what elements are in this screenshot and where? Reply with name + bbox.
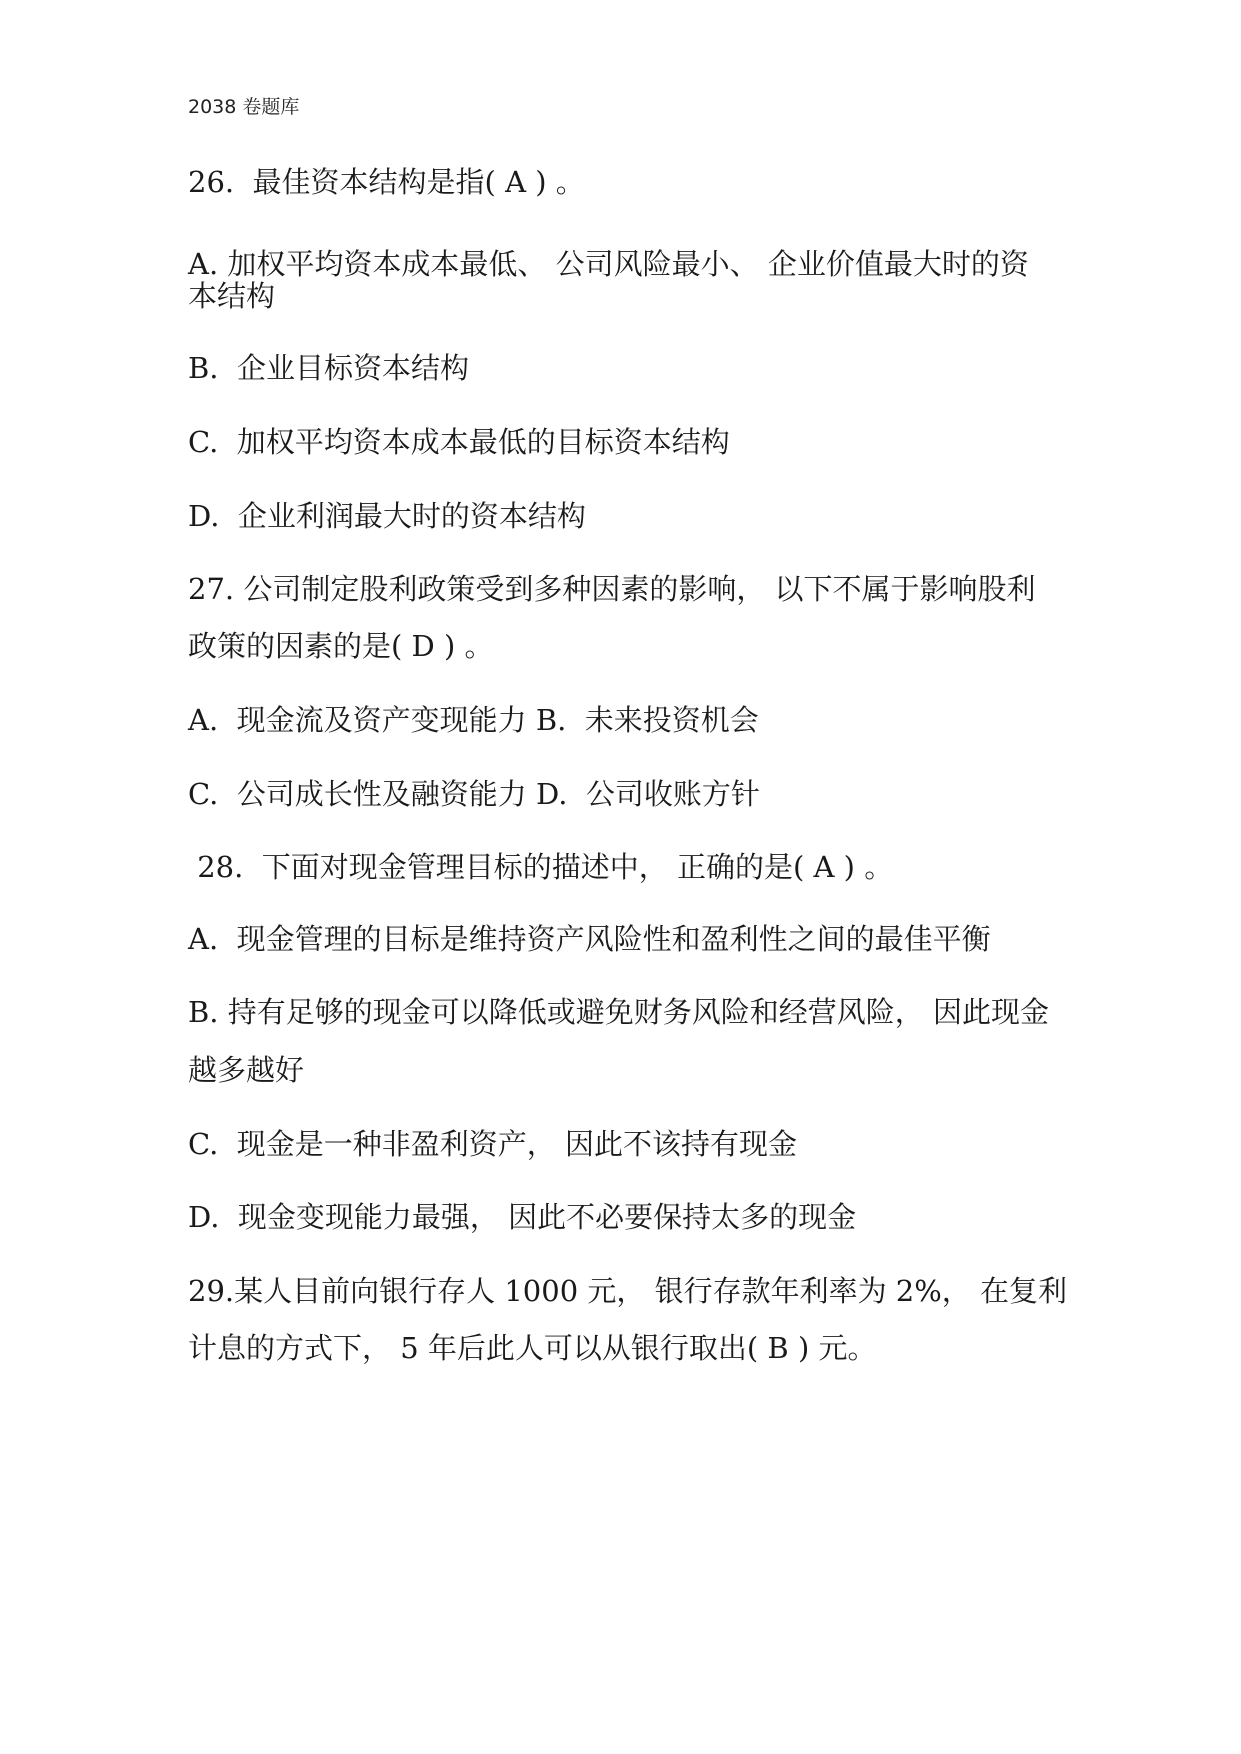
question-26-option-d: D. 企业利润最大时的资本结构 <box>188 499 586 533</box>
question-28-option-c: C. 现金是一种非盈利资产， 因此不该持有现金 <box>188 1127 798 1161</box>
question-26-option-a: A. 加权平均资本成本最低、 公司风险最小、 企业价值最大时的资 <box>188 247 1029 281</box>
question-28-option-d: D. 现金变现能力最强， 因此不必要保持太多的现金 <box>188 1200 857 1234</box>
question-27-stem-cont: 政策的因素的是( D ) 。 <box>188 629 494 663</box>
question-26-option-c: C. 加权平均资本成本最低的目标资本结构 <box>188 425 730 459</box>
question-27-stem: 27. 公司制定股利政策受到多种因素的影响， 以下不属于影响股利 <box>188 572 1036 606</box>
question-29-stem: 29.某人目前向银行存人 1000 元， 银行存款年利率为 2%， 在复利 <box>188 1274 1068 1308</box>
question-27-options-ab: A. 现金流及资产变现能力 B. 未来投资机会 <box>188 703 759 737</box>
question-26-stem: 26. 最佳资本结构是指( A ) 。 <box>188 165 585 199</box>
question-28-option-b: B. 持有足够的现金可以降低或避免财务风险和经营风险， 因此现金 <box>188 995 1049 1029</box>
question-28-stem: 28. 下面对现金管理目标的描述中， 正确的是( A ) 。 <box>188 850 894 884</box>
question-27-options-cd: C. 公司成长性及融资能力 D. 公司收账方针 <box>188 777 760 811</box>
question-29-stem-cont: 计息的方式下， 5 年后此人可以从银行取出( B ) 元。 <box>188 1331 877 1365</box>
page-header: 2038 卷题库 <box>188 96 300 118</box>
question-28-option-a: A. 现金管理的目标是维持资产风险性和盈利性之间的最佳平衡 <box>188 922 991 956</box>
question-26-option-a-cont: 本结构 <box>188 279 276 313</box>
question-26-option-b: B. 企业目标资本结构 <box>188 351 469 385</box>
question-28-option-b-cont: 越多越好 <box>188 1053 305 1087</box>
